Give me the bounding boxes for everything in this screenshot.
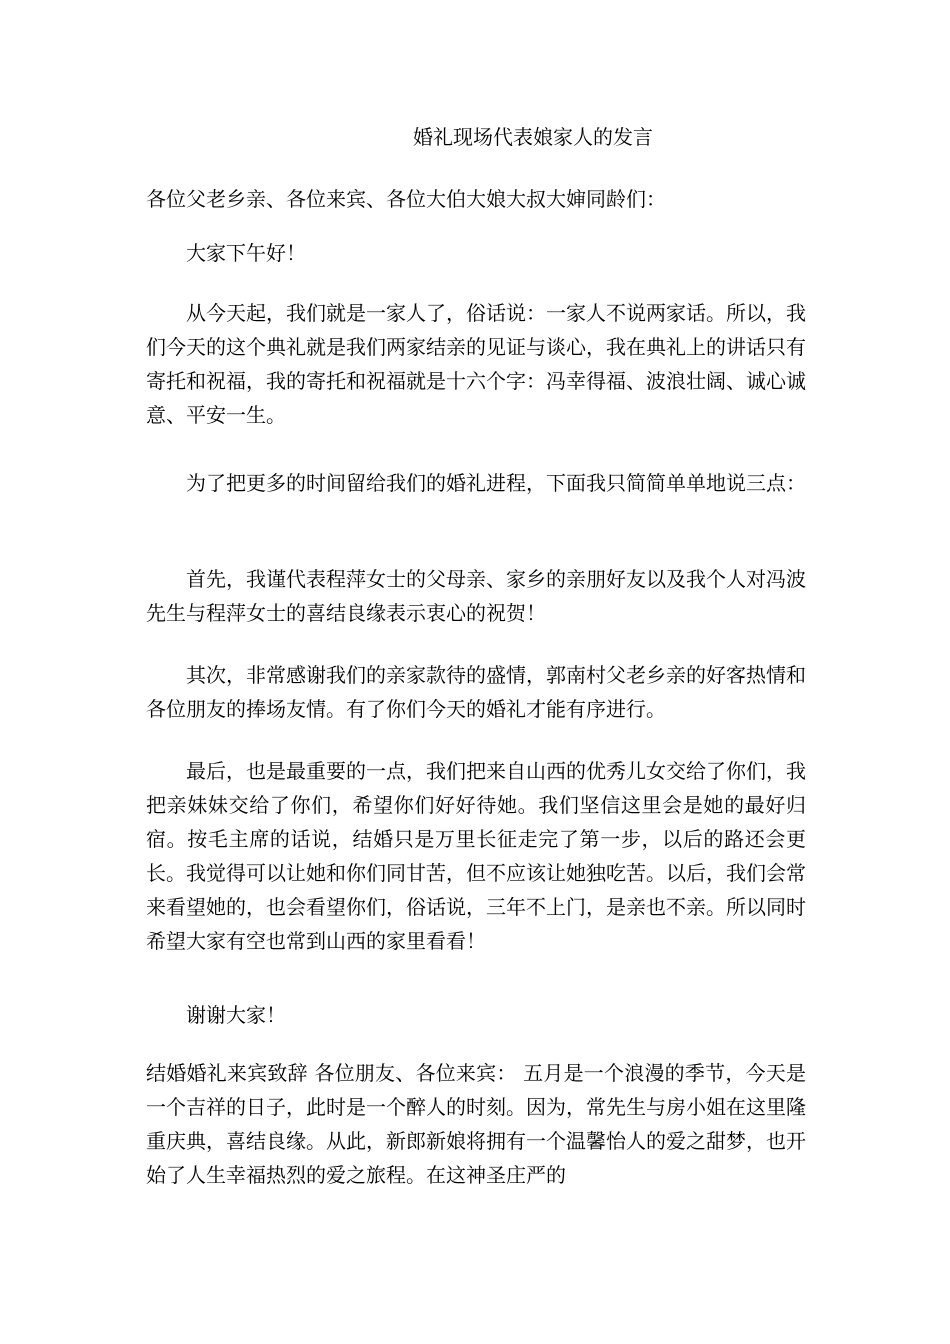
greeting-paragraph: 大家下午好！: [186, 241, 306, 265]
body-paragraph: 最后，也是最重要的一点，我们把来自山西的优秀儿女交给了你们，我把亲妹妹交给了你们，希望你们好好待她。我们坚信这里会是她的最好归宿。按毛主席的话说，结婚只是万里长征走完了第一步，以后的路还会更长。我觉得可以让她和你们同甘苦，但不应该让她独吃苦。以后，我们会常来看望她的，也会看望你们，俗话说，三年不上门，是亲也不亲。所以同时希望大家有空也常到山西的家里看看！: [146, 759, 806, 953]
salutation-paragraph: 各位父老乡亲、各位来宾、各位大伯大娘大叔大婶同龄们：: [146, 187, 666, 211]
second-speech-paragraph: 结婚婚礼来宾致辞 各位朋友、各位来宾： 五月是一个浪漫的季节，今天是一个吉祥的日子，此时是一个醉人的时刻。因为，常先生与房小姐在这里隆重庆典，喜结良缘。从此，新郎新娘将拥有一个温馨怡人的爱之甜梦，也开始了人生幸福热烈的爱之旅程。在这神圣庄严的: [146, 1061, 806, 1187]
closing-paragraph: 谢谢大家！: [186, 1003, 286, 1027]
body-paragraph: 其次，非常感谢我们的亲家款待的盛情，郭南村父老乡亲的好客热情和各位朋友的捧场友情。有了你们今天的婚礼才能有序进行。: [146, 663, 806, 721]
document-title: 婚礼现场代表娘家人的发言: [413, 125, 653, 149]
body-paragraph: 首先，我谨代表程萍女士的父母亲、家乡的亲朋好友以及我个人对冯波先生与程萍女士的喜结良缘表示衷心的祝贺！: [146, 567, 806, 625]
body-paragraph: 为了把更多的时间留给我们的婚礼进程，下面我只简简单单地说三点：: [186, 471, 806, 495]
body-paragraph: 从今天起，我们就是一家人了，俗话说：一家人不说两家话。所以，我们今天的这个典礼就是我们两家结亲的见证与谈心，我在典礼上的讲话只有寄托和祝福，我的寄托和祝福就是十六个字：冯幸得福、波浪壮阔、诚心诚意、平安一生。: [146, 301, 806, 427]
